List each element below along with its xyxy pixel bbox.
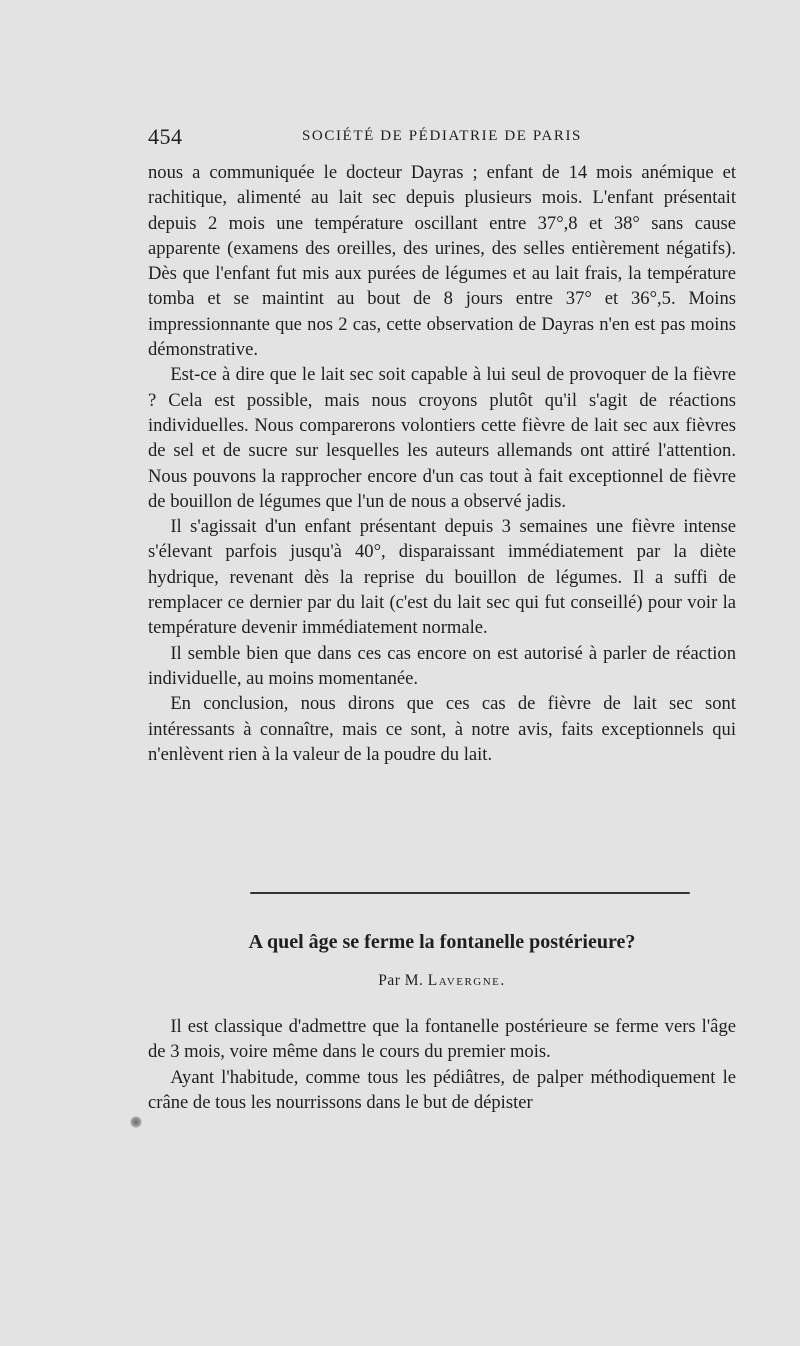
paragraph: Ayant l'habitude, comme tous les pédiâtres, de palper méthodiquement le crâne de tous les nourrissons dans le but de dépister (148, 1066, 736, 1113)
paragraph: Il est classique d'admettre que la fontanelle postérieure se ferme vers l'âge de 3 mois, voire même dans le cours du premier mois. (148, 1016, 736, 1063)
paragraph: Il s'agissait d'un enfant présentant depuis 3 semaines une fièvre intense s'élevant parfois jusqu'à 40°, disparaissant immédiatement par la diète hydrique, revenant dès la reprise du bouillon de légumes. Il a suffi de remplacer ce dernier par du lait (c'est du lait sec qui fut conseillé) pour voir la température devenir immédiatement normale. (148, 516, 736, 639)
author-name: Lavergne. (427, 972, 506, 989)
section-2-text (148, 1014, 736, 1115)
paragraph: Il semble bien que dans ces cas encore on est autorisé à parler de réaction individuelle, au moins momentanée. (148, 642, 736, 689)
section-divider (250, 892, 690, 894)
byline-prefix: Par M. (378, 972, 424, 989)
paragraph: En conclusion, nous dirons que ces cas de fièvre de lait sec sont intéressants à connaître, mais ce sont, à notre avis, faits exceptionnels qui n'enlèvent rien à la valeur de la poudre du lait. (148, 693, 736, 765)
running-title: SOCIÉTÉ DE PÉDIATRIE DE PARIS (301, 128, 583, 144)
section-1-text (148, 160, 736, 767)
ink-blot (130, 1116, 142, 1128)
byline (148, 972, 736, 990)
page-number: 454 (148, 124, 183, 149)
paragraph: Est-ce à dire que le lait sec soit capable à lui seul de provoquer de la fièvre ? Cela est possible, mais nous croyons plutôt qu'il s'agit de réactions individuelles. Nous comparerons volontiers cette fièvre de lait sec aux fièvres de sel et de sucre sur lesquelles les auteurs allemands ont attiré l'attention. Nous pouvons la rapprocher encore d'un cas tout à fait exceptionnel de fièvre de bouillon de légumes que l'un de nous a observé jadis. (148, 364, 736, 512)
page-header (148, 124, 736, 154)
paragraph: nous a communiquée le docteur Dayras ; enfant de 14 mois anémique et rachitique, alimenté au lait sec depuis plusieurs mois. L'enfant présentait depuis 2 mois une température oscillant entre 37°,8 et 38° sans cause apparente (examens des oreilles, des urines, des selles entièrement négatifs). Dès que l'enfant fut mis aux purées de légumes et au lait frais, la température tomba et se maintint au bout de 8 jours entre 37° et 36°,5. Moins impressionnante que nos 2 cas, cette observation de Dayras n'en est pas moins démonstrative. (148, 162, 736, 361)
article-title: A quel âge se ferme la fontanelle postérieure? (248, 931, 636, 953)
